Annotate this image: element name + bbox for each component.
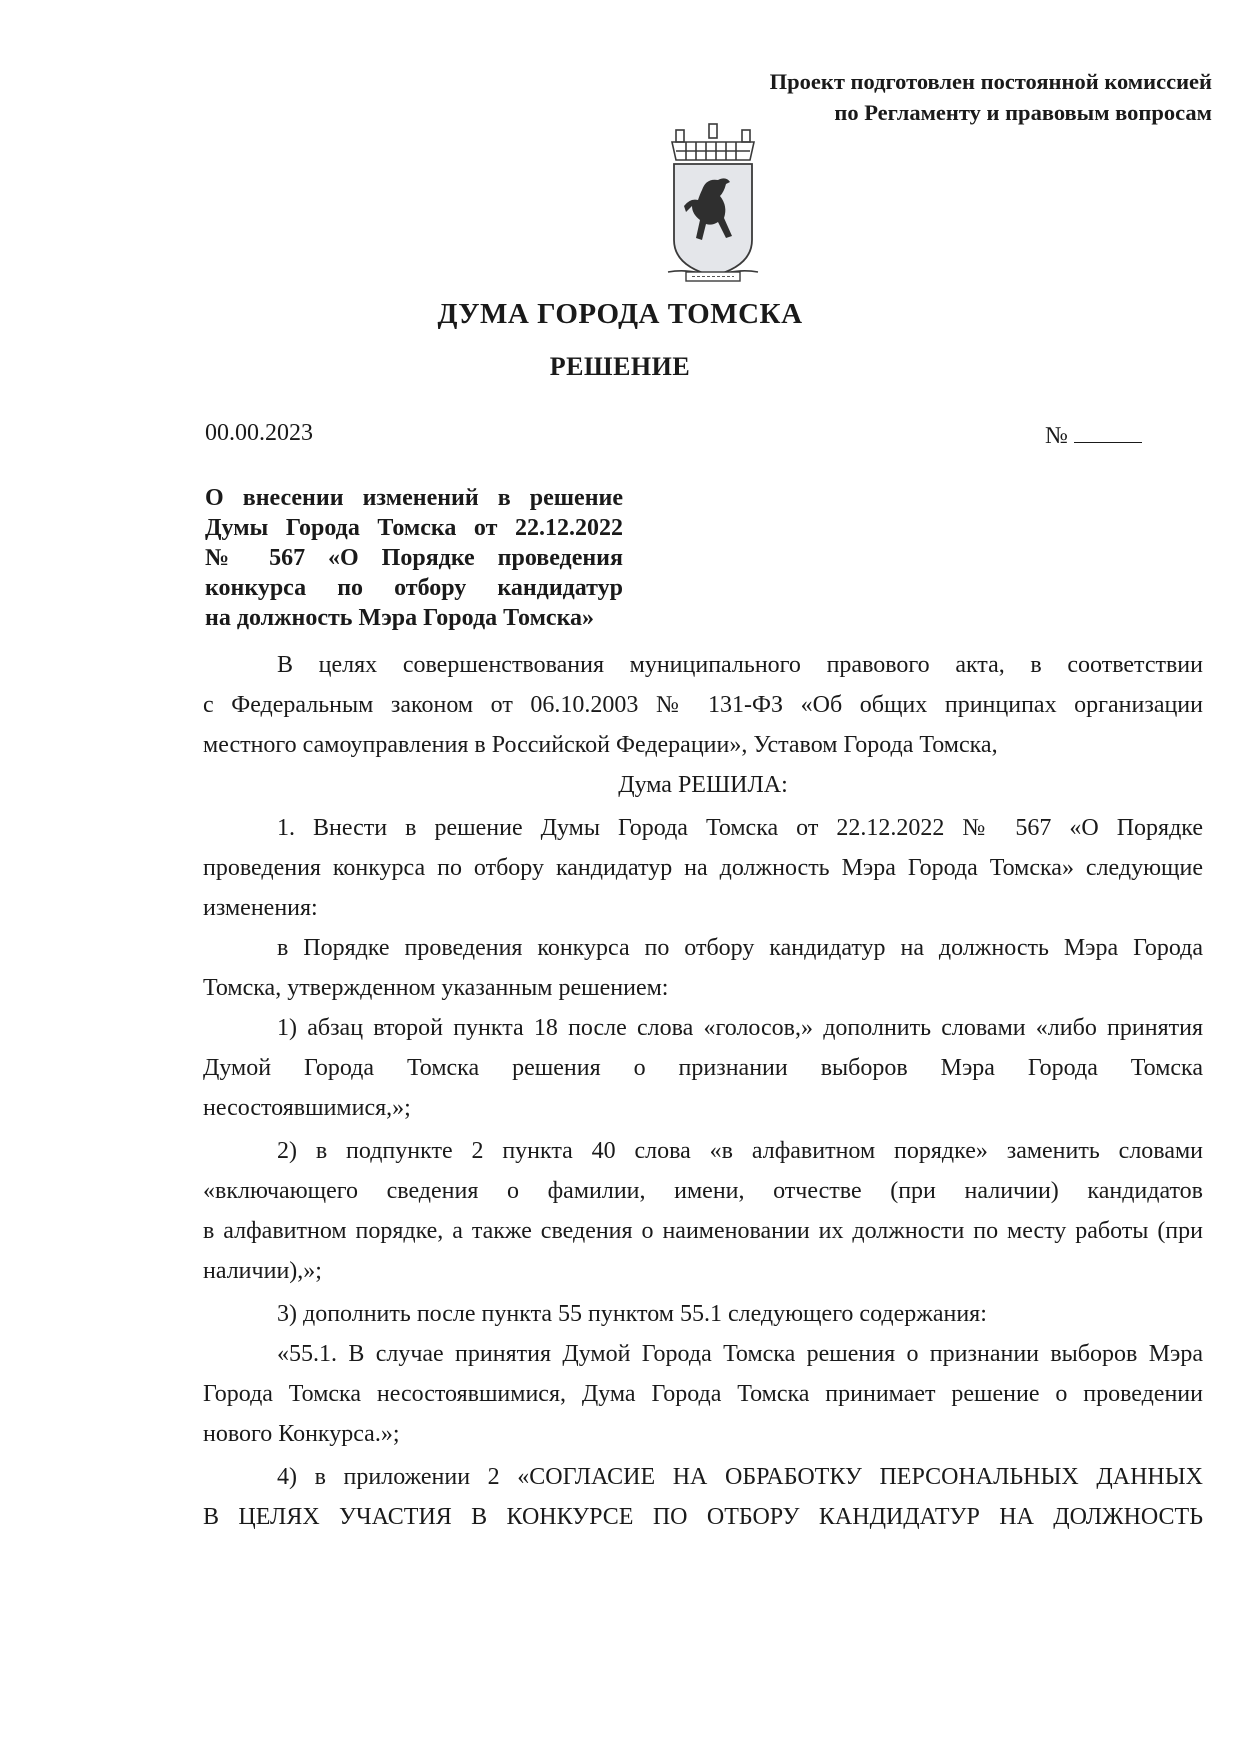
- body-line: проведения конкурса по отбору кандидатур на должность Мэра Города Томска» следующие: [203, 855, 1203, 881]
- body-line: в алфавитном порядке, а также сведения о наименовании их должности по месту работы (при: [203, 1218, 1203, 1244]
- body-line: местного самоуправления в Российской Федерации», Уставом Города Томска,: [203, 732, 998, 758]
- decision-number: [1045, 420, 1142, 450]
- body-line: В ЦЕЛЯХ УЧАСТИЯ В КОНКУРСЕ ПО ОТБОРУ КАНДИДАТУР НА ДОЛЖНОСТЬ: [203, 1504, 1203, 1530]
- document-type-title: РЕШЕНИЕ: [549, 352, 691, 381]
- resolution-heading: Дума РЕШИЛА:: [618, 772, 788, 798]
- prepared-line: по Регламенту и правовым вопросам: [834, 100, 1212, 125]
- subject-line: № 567 «О Порядке проведения: [205, 545, 623, 571]
- tomsk-coat-of-arms-icon: [662, 120, 764, 288]
- body-line: в Порядке проведения конкурса по отбору кандидатур на должность Мэра Города: [277, 935, 1203, 961]
- body-line: изменения:: [203, 895, 318, 921]
- body-line: 1) абзац второй пункта 18 после слова «голосов,» дополнить словами «либо принятия: [277, 1015, 1203, 1041]
- prepared-line: Проект подготовлен постоянной комиссией: [769, 69, 1212, 94]
- prepared-by-note: [452, 66, 1212, 128]
- body-line: Города Томска несостоявшимися, Дума Города Томска принимает решение о проведении: [203, 1381, 1203, 1407]
- body-line: с Федеральным законом от 06.10.2003 № 131-ФЗ «Об общих принципах организации: [203, 692, 1203, 718]
- body-line: Думой Города Томска решения о признании выборов Мэра Города Томска: [203, 1055, 1203, 1081]
- number-blank-line: [1074, 420, 1142, 443]
- subject-line: на должность Мэра Города Томска»: [205, 605, 595, 631]
- body-line: «включающего сведения о фамилии, имени, отчестве (при наличии) кандидатов: [203, 1178, 1203, 1204]
- body-line: несостоявшимися,»;: [203, 1095, 411, 1121]
- subject-line: Думы Города Томска от 22.12.2022: [205, 515, 623, 541]
- body-line: 3) дополнить после пункта 55 пунктом 55.1 следующего содержания:: [277, 1301, 987, 1327]
- decision-body: [203, 645, 1203, 1537]
- body-line: наличии),»;: [203, 1258, 322, 1284]
- body-line: «55.1. В случае принятия Думой Города Томска решения о признании выборов Мэра: [277, 1341, 1203, 1367]
- subject-line: конкурса по отбору кандидатур: [205, 575, 623, 601]
- body-line: В целях совершенствования муниципального правового акта, в соответствии: [277, 652, 1203, 678]
- body-line: нового Конкурса.»;: [203, 1421, 400, 1447]
- body-line: 4) в приложении 2 «СОГЛАСИЕ НА ОБРАБОТКУ ПЕРСОНАЛЬНЫХ ДАННЫХ: [277, 1464, 1203, 1490]
- organization-title: ДУМА ГОРОДА ТОМСКА: [437, 298, 803, 330]
- decision-date: 00.00.2023: [205, 420, 313, 446]
- body-line: Томска, утвержденном указанным решением:: [203, 975, 669, 1001]
- subject-line: О внесении изменений в решение: [205, 485, 623, 511]
- decision-subject: [205, 483, 623, 633]
- body-line: 1. Внести в решение Думы Города Томска от 22.12.2022 № 567 «О Порядке: [277, 815, 1203, 841]
- body-line: 2) в подпункте 2 пункта 40 слова «в алфавитном порядке» заменить словами: [277, 1138, 1203, 1164]
- number-label: №: [1045, 423, 1068, 449]
